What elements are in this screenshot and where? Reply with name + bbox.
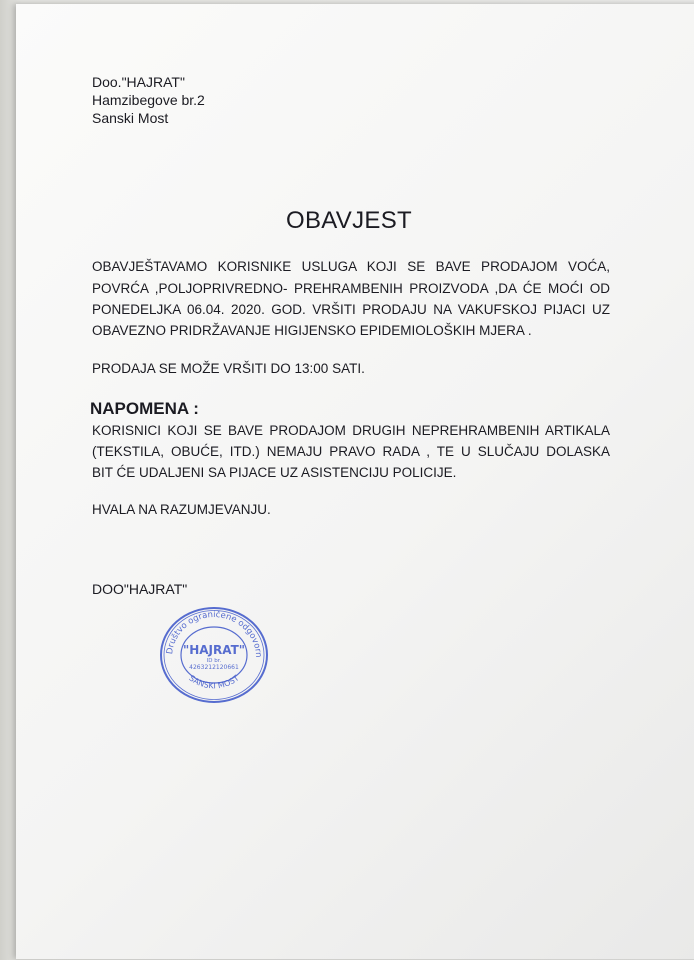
- sender-company: Doo."HAJRAT": [92, 74, 185, 90]
- note-heading: NAPOMENA :: [90, 399, 199, 418]
- notice-line: PONEDELJKA 06.04. 2020. GOD. VRŠITI PRODAJU NA VAKUFSKOJ PIJACI UZ: [92, 302, 610, 317]
- stamp-name: "HAJRAT": [182, 643, 246, 657]
- sender-street: Hamzibegove br.2: [92, 92, 205, 108]
- stamp-id-number: 4263212120661: [189, 664, 239, 671]
- paper-sheet: [16, 4, 694, 959]
- stamp-city: SANSKI MOST: [187, 673, 241, 691]
- stamp-ring-text: Društvo ograničene odgovorn: [165, 609, 264, 658]
- document-title: OBAVJEST: [286, 207, 412, 234]
- note-line: BIT ĆE UDALJENI SA PIJACE UZ ASISTENCIJU POLICIJE.: [92, 465, 457, 480]
- stamp-seal-icon: [158, 605, 270, 705]
- stamp-id-label: ID br.: [206, 658, 222, 664]
- note-line: KORISNICI KOJI SE BAVE PRODAJOM DRUGIH NEPREHRAMBENIH ARTIKALA: [92, 423, 610, 438]
- notice-line: POVRĆA ,POLJOPRIVREDNO- PREHRAMBENIH PROIZVODA ,DA ĆE MOĆI OD: [92, 281, 610, 296]
- notice-line: OBAVJEŠTAVAMO KORISNIKE USLUGA KOJI SE BAVE PRODAJOM VOĆA,: [92, 259, 610, 274]
- thanks-line: HVALA NA RAZUMJEVANJU.: [92, 502, 271, 517]
- company-stamp: [158, 605, 270, 705]
- notice-line: OBAVEZNO PRIDRŽAVANJE HIGIJENSKO EPIDEMIOLOŠKIH MJERA .: [92, 323, 532, 338]
- note-line: (TEKSTILA, OBUĆE, ITD.) NEMAJU PRAVO RADA , TE U SLUČAJU DOLASKA: [92, 444, 610, 459]
- signature: DOO"HAJRAT": [92, 581, 188, 597]
- sender-city: Sanski Most: [92, 110, 169, 126]
- sales-hours: PRODAJA SE MOŽE VRŠITI DO 13:00 SATI.: [92, 361, 365, 376]
